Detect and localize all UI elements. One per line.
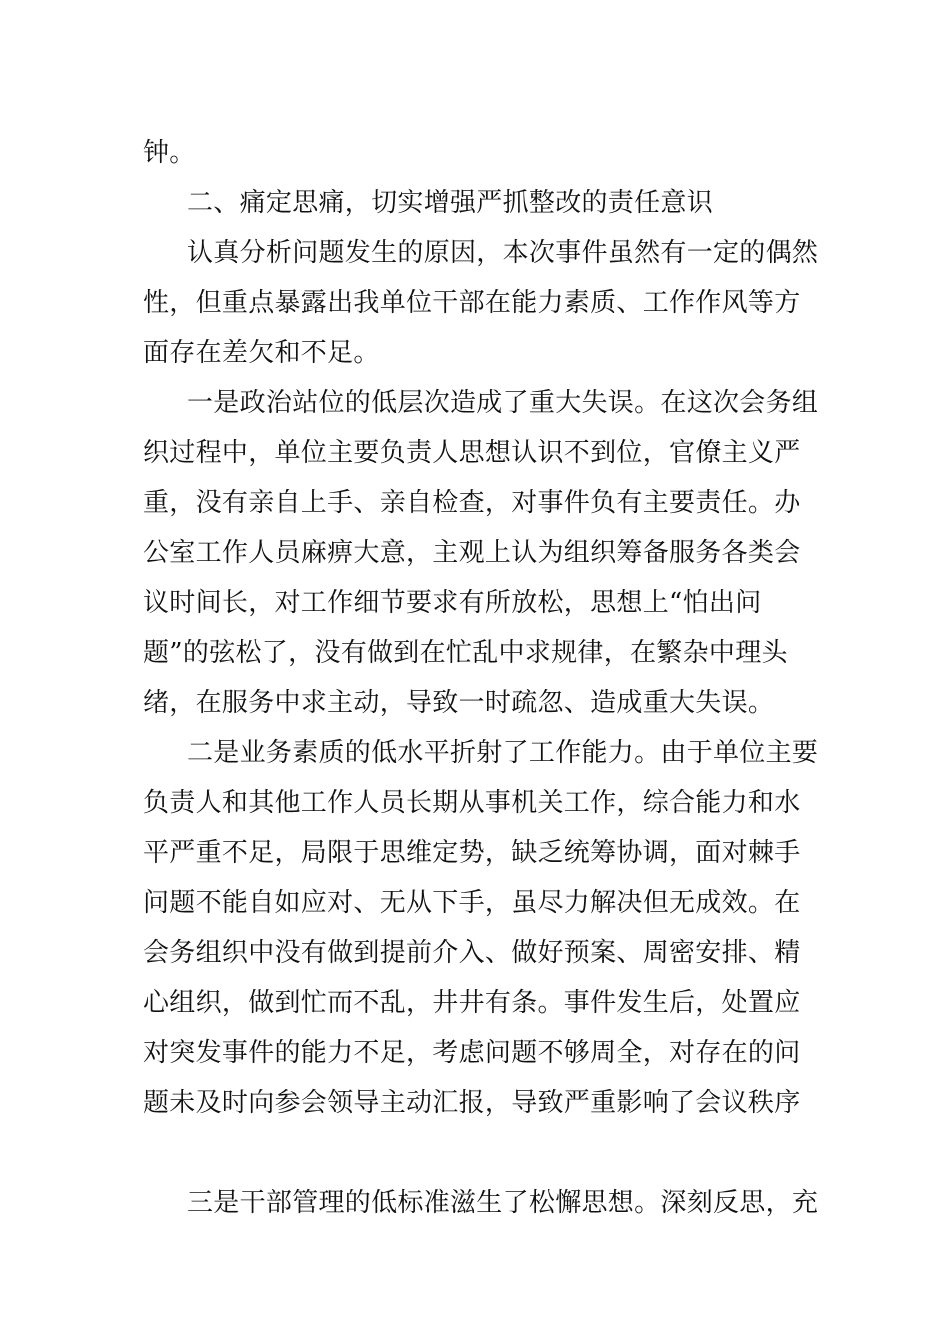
text-line: 绪，在服务中求主动，导致一时疏忽、造成重大失误。 [143, 688, 775, 718]
text-line: 织过程中，单位主要负责人思想认识不到位，官僚主义严 [143, 438, 801, 468]
text-line: 题”的弦松了，没有做到在忙乱中求规律，在繁杂中理头 [143, 638, 788, 668]
text-line: 平严重不足，局限于思维定势，缺乏统筹协调，面对棘手 [143, 838, 801, 868]
text-line: 钟。 [143, 138, 196, 168]
text-line: 认真分析问题发生的原因，本次事件虽然有一定的偶然 [187, 238, 819, 268]
text-line: 二是业务素质的低水平折射了工作能力。由于单位主要 [187, 738, 819, 768]
text-line: 会务组织中没有做到提前介入、做好预案、周密安排、精 [143, 938, 801, 968]
text-line: 心组织，做到忙而不乱，井井有条。事件发生后，处置应 [143, 988, 801, 1018]
text-line: 负责人和其他工作人员长期从事机关工作，综合能力和水 [143, 788, 801, 818]
section-heading: 二、痛定思痛，切实增强严抓整改的责任意识 [187, 188, 714, 218]
text-line: 重，没有亲自上手、亲自检查，对事件负有主要责任。办 [143, 488, 801, 518]
text-line: 题未及时向参会领导主动汇报，导致严重影响了会议秩序 [143, 1088, 801, 1118]
text-line: 面存在差欠和不足。 [143, 338, 380, 368]
text-line: 问题不能自如应对、无从下手，虽尽力解决但无成效。在 [143, 888, 801, 918]
text-line: 三是干部管理的低标准滋生了松懈思想。深刻反思，充 [187, 1188, 819, 1218]
text-line: 一是政治站位的低层次造成了重大失误。在这次会务组 [187, 388, 819, 418]
text-line: 公室工作人员麻痹大意，主观上认为组织筹备服务各类会 [143, 538, 801, 568]
text-line: 性，但重点暴露出我单位干部在能力素质、工作作风等方 [143, 288, 801, 318]
text-line: 议时间长，对工作细节要求有所放松，思想上“怕出问 [143, 588, 762, 618]
text-line: 对突发事件的能力不足，考虑问题不够周全，对存在的问 [143, 1038, 801, 1068]
